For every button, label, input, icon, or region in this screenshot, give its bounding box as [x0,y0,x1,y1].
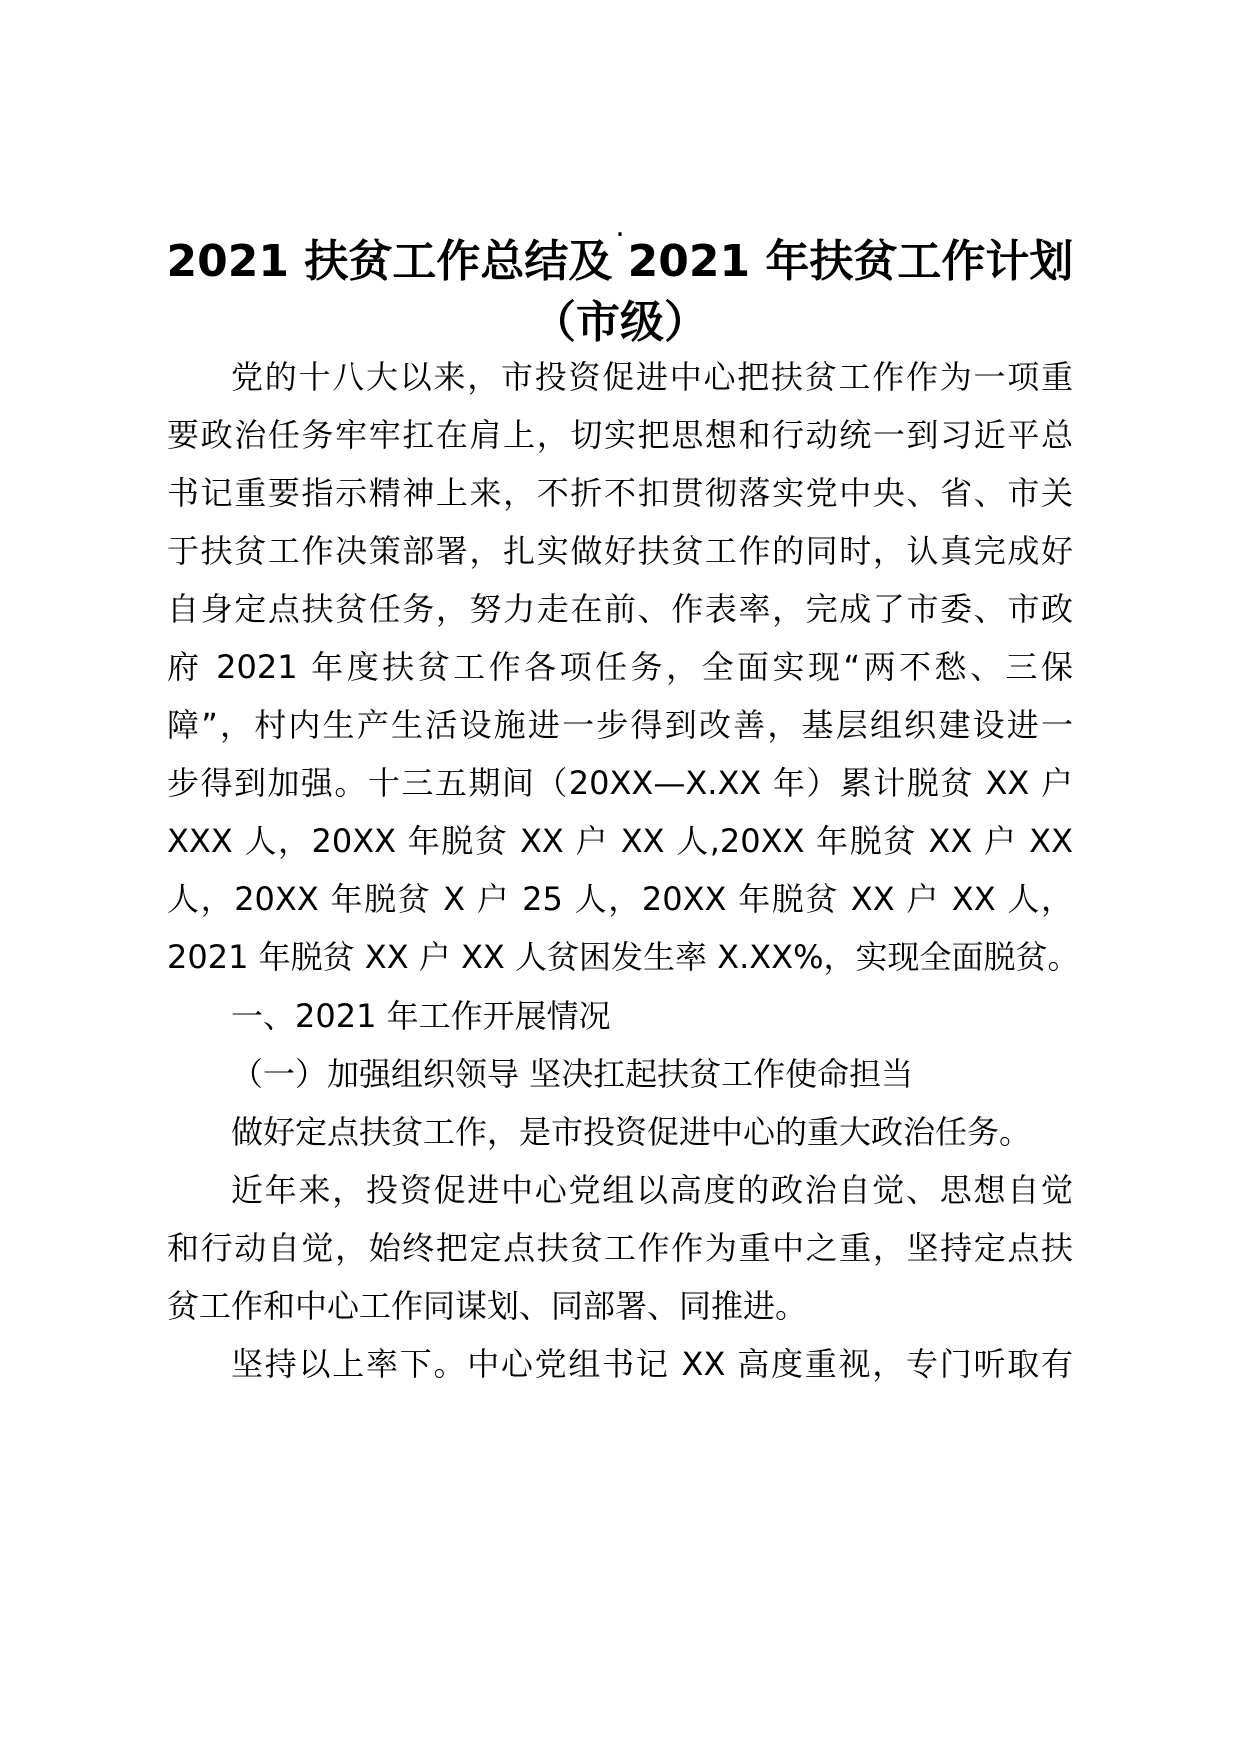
section-heading: 一、2021 年工作开展情况 [231,997,611,1035]
top-mark: . [615,209,625,244]
paragraph-line: 贫工作和中心工作同谋划、同部署、同推进。 [167,1287,808,1325]
paragraph-line: 2021 年脱贫 XX 户 XX 人贫困发生率 X.XX%，实现全面脱贫。 [167,938,1080,976]
paragraph-line: 府 2021 年度扶贫工作各项任务，全面实现“两不愁、三保 [167,648,1073,686]
subsection-heading: （一）加强组织领导 坚决扛起扶贫工作使命担当 [231,1055,914,1093]
paragraph-line: 于扶贫工作决策部署，扎实做好扶贫工作的同时，认真完成好 [167,532,1073,570]
document-subtitle: （市级） [532,297,708,348]
paragraph-line: XXX 人，20XX 年脱贫 XX 户 XX 人,20XX 年脱贫 XX 户 XX [167,822,1073,860]
document-title: 2021 扶贫工作总结及 2021 年扶贫工作计划 [166,236,1074,287]
paragraph-line: 步得到加强。十三五期间（20XX—X.XX 年）累计脱贫 XX 户 [167,764,1073,802]
paragraph-line: 人，20XX 年脱贫 X 户 25 人，20XX 年脱贫 XX 户 XX 人， [167,880,1073,918]
paragraph-line: 自身定点扶贫任务，努力走在前、作表率，完成了市委、市政 [167,590,1073,628]
paragraph-line: 和行动自觉，始终把定点扶贫工作作为重中之重，坚持定点扶 [167,1229,1073,1267]
paragraph-line: 书记重要指示精神上来，不折不扣贯彻落实党中央、省、市关 [167,474,1073,512]
paragraph-line: 党的十八大以来，市投资促进中心把扶贫工作作为一项重 [231,358,1073,396]
paragraph-line: 坚持以上率下。中心党组书记 XX 高度重视，专门听取有 [231,1345,1073,1383]
paragraph-line: 要政治任务牢牢扛在肩上，切实把思想和行动统一到习近平总 [167,416,1073,454]
paragraph-line: 做好定点扶贫工作，是市投资促进中心的重大政治任务。 [231,1113,1032,1151]
paragraph-line: 障”，村内生产生活设施进一步得到改善，基层组织建设进一 [167,706,1073,744]
paragraph-line: 近年来，投资促进中心党组以高度的政治自觉、思想自觉 [231,1171,1073,1209]
